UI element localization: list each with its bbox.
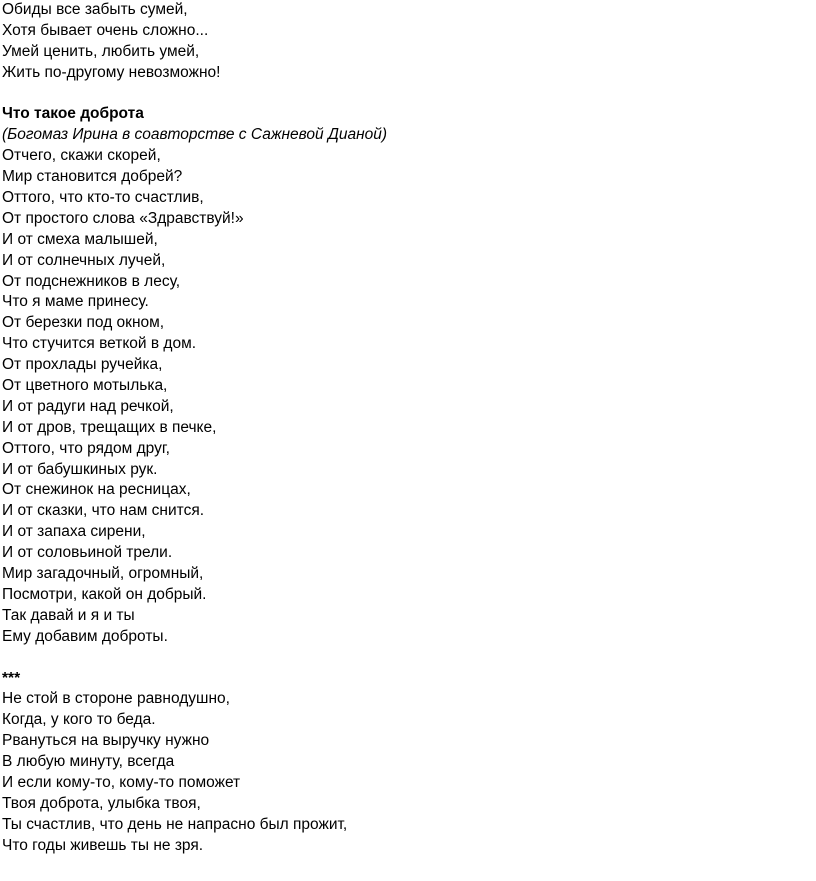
poem-line: Отчего, скажи скорей, <box>2 147 161 165</box>
poem-line: И от солнечных лучей, <box>2 251 166 269</box>
poem-line: Посмотри, какой он добрый. <box>2 585 207 603</box>
stanza-intro <box>2 0 802 84</box>
poem-line: От березки под окном, <box>2 314 165 332</box>
poem-line: От простого слова «Здравствуй!» <box>2 209 244 227</box>
poem-line: Что стучится веткой в дом. <box>2 335 197 353</box>
poem-stars <box>2 669 802 857</box>
poem-line: От снежинок на ресницах, <box>2 481 191 499</box>
poem-line: Твоя доброта, улыбка твоя, <box>2 794 201 812</box>
document-page <box>2 0 802 857</box>
poem-line: И от соловьиной трели. <box>2 544 173 562</box>
poem-line: От подснежников в лесу, <box>2 272 181 290</box>
poem-line: Оттого, что рядом друг, <box>2 439 170 457</box>
poem-line: Жить по-другому невозможно! <box>2 63 221 81</box>
poem-line: Что годы живешь ты не зря. <box>2 836 204 854</box>
poem-line: Обиды все забыть сумей, <box>2 1 188 18</box>
poem-title: Что такое доброта <box>2 105 144 123</box>
poem-line: И от смеха малышей, <box>2 230 158 248</box>
poem-line: И от дров, трещащих в печке, <box>2 418 217 436</box>
blank-line <box>2 84 802 105</box>
poem-line: В любую минуту, всегда <box>2 753 175 771</box>
poem-line: И если кому-то, кому-то поможет <box>2 773 241 791</box>
poem-line: Умей ценить, любить умей, <box>2 42 200 60</box>
blank-line <box>2 648 802 669</box>
poem-line: Ему добавим доброты. <box>2 627 168 645</box>
poem-line: И от сказки, что нам снится. <box>2 502 205 520</box>
poem-line: Хотя бывает очень сложно... <box>2 21 209 39</box>
poem-line: Что я маме принесу. <box>2 293 149 311</box>
poem-line: От прохлады ручейка, <box>2 356 163 374</box>
poem-line: Мир становится добрей? <box>2 168 183 186</box>
poem-authors: (Богомаз Ирина в соавторстве с Сажневой Дианой) <box>2 126 388 144</box>
poem-line: Когда, у кого то беда. <box>2 711 156 729</box>
poem-title: *** <box>2 669 21 687</box>
poem-line: И от запаха сирени, <box>2 523 146 541</box>
poem-line: Мир загадочный, огромный, <box>2 565 204 583</box>
poem-kindness <box>2 104 802 647</box>
poem-line: Ты счастлив, что день не напрасно был прожит, <box>2 815 348 833</box>
poem-line: От цветного мотылька, <box>2 377 168 395</box>
poem-line: И от радуги над речкой, <box>2 397 174 415</box>
poem-line: Оттого, что кто-то счастлив, <box>2 189 204 207</box>
poem-line: Рвануться на выручку нужно <box>2 732 210 750</box>
poem-line: И от бабушкиных рук. <box>2 460 158 478</box>
poem-line: Не стой в стороне равнодушно, <box>2 690 230 708</box>
poem-line: Так давай и я и ты <box>2 606 135 624</box>
